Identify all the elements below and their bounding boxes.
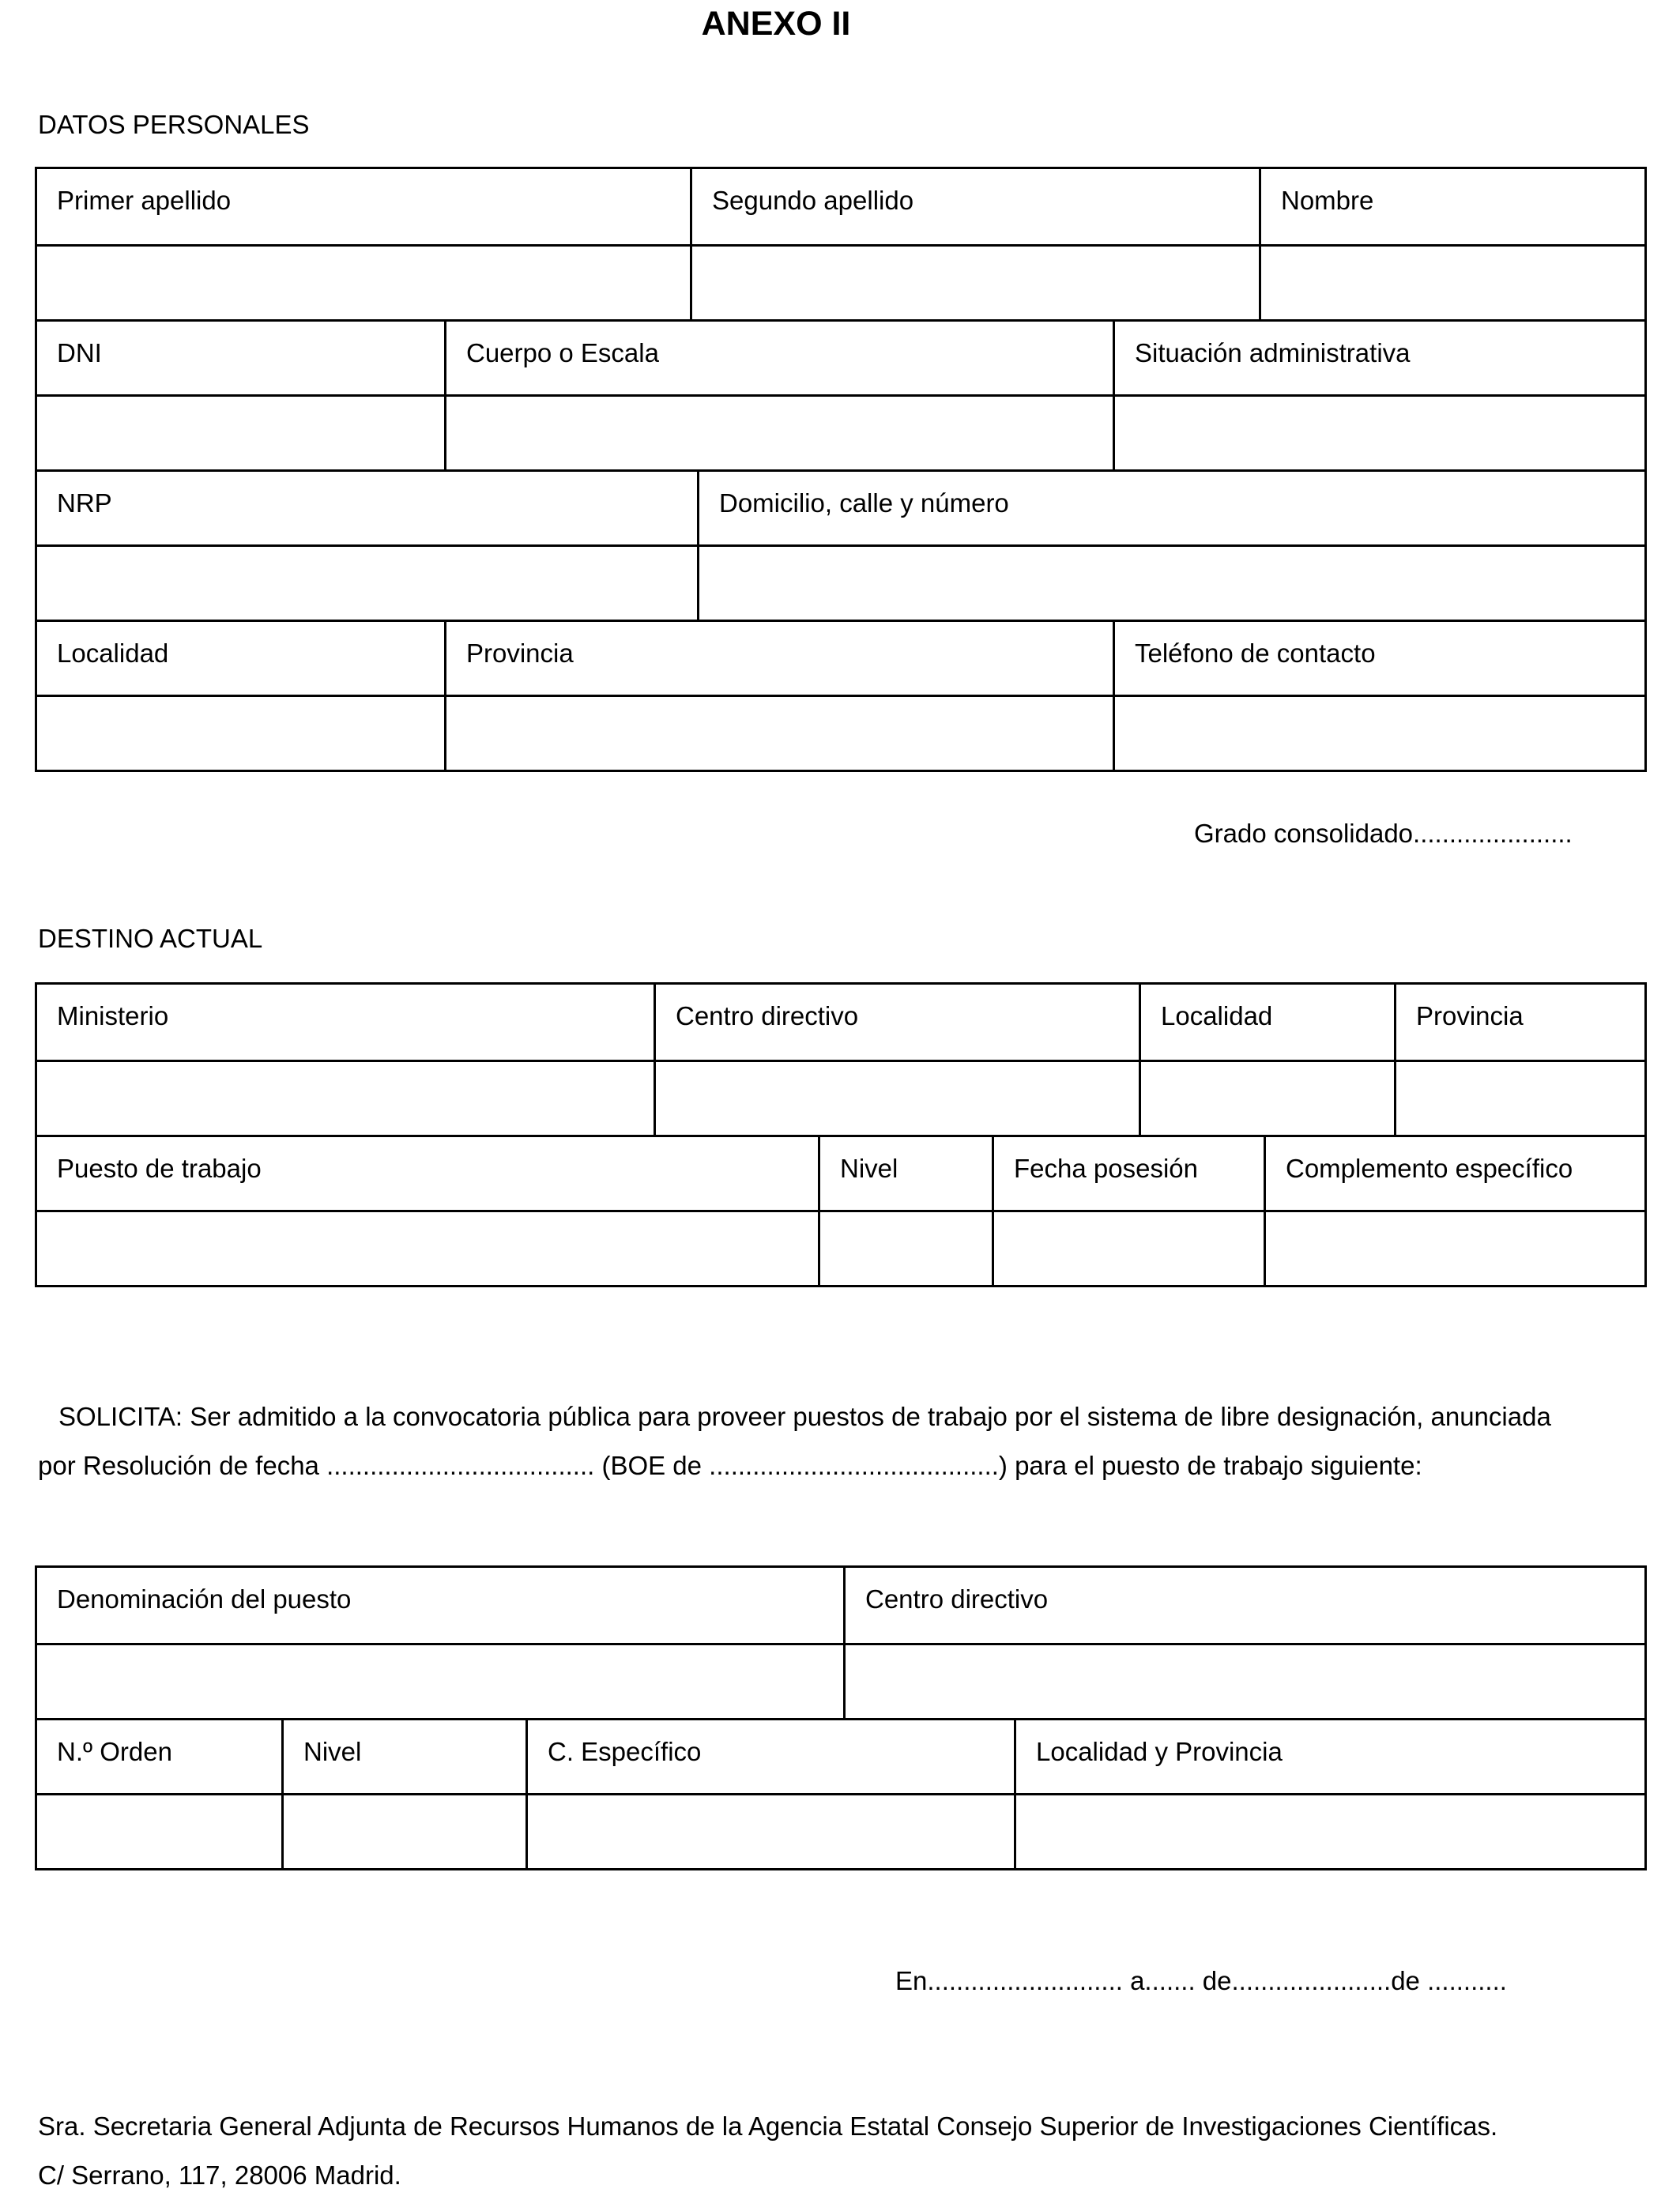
table-row-label — [37, 985, 1644, 1060]
label-nombre: Nombre — [1259, 169, 1644, 244]
field-centro-directivo[interactable] — [843, 1645, 1644, 1718]
field-situacion-administrativa[interactable] — [1113, 397, 1644, 469]
label-localidad: Localidad — [57, 639, 169, 668]
field-puesto-trabajo[interactable] — [37, 1212, 818, 1285]
section-heading-datos-personales: DATOS PERSONALES — [38, 110, 310, 139]
table-row-input — [37, 394, 1644, 469]
label-c-especifico: C. Específico — [525, 1720, 1014, 1793]
solicita-line-1: SOLICITA: Ser admitido a la convocatoria pública para proveer puestos de trabajo por el sistema de libre designación, anunciada — [58, 1402, 1551, 1431]
field-primer-apellido[interactable] — [37, 247, 690, 319]
label-centro-directivo: Centro directivo — [843, 1568, 1644, 1643]
destinatario-line-1: Sra. Secretaria General Adjunta de Recursos Humanos de la Agencia Estatal Consejo Superior de Investigaciones Científicas. — [38, 2111, 1498, 2141]
label-segundo-apellido: Segundo apellido — [690, 169, 1259, 244]
field-denominacion-puesto[interactable] — [37, 1645, 843, 1718]
field-nivel[interactable] — [818, 1212, 992, 1285]
field-localidad-provincia[interactable] — [1014, 1795, 1644, 1868]
table-row-input — [37, 1643, 1644, 1718]
solicita-line-2: por Resolución de fecha ..................................... (BOE de ........................................) para el puesto de trabajo siguiente: — [38, 1451, 1422, 1480]
label-localidad: Localidad — [1139, 985, 1394, 1060]
field-nrp[interactable] — [37, 547, 697, 620]
table-row-input — [37, 695, 1644, 770]
table-row-label — [37, 1568, 1644, 1643]
destinatario-line-2: C/ Serrano, 117, 28006 Madrid. — [38, 2160, 401, 2190]
label-nivel: Nivel — [281, 1720, 525, 1793]
grado-consolidado: Grado consolidado...................... — [1194, 819, 1573, 848]
puesto-solicitado-table — [35, 1565, 1647, 1870]
label-nivel: Nivel — [818, 1137, 992, 1210]
label-provincia: Provincia — [1394, 985, 1644, 1060]
table-row-label — [37, 1135, 1644, 1210]
label-centro-directivo: Centro directivo — [654, 985, 1139, 1060]
field-cuerpo-escala[interactable] — [444, 397, 1113, 469]
field-numero-orden[interactable] — [37, 1795, 281, 1868]
label-dni: DNI — [57, 338, 102, 367]
table-row-label — [37, 169, 1644, 244]
solicita-paragraph — [38, 1392, 1650, 1490]
field-ministerio[interactable] — [37, 1062, 654, 1135]
document-title: ANEXO II — [701, 5, 851, 43]
label-fecha-posesion: Fecha posesión — [992, 1137, 1264, 1210]
table-row-label — [37, 469, 1644, 544]
table-row-input — [37, 244, 1644, 319]
field-centro-directivo[interactable] — [654, 1062, 1139, 1135]
field-complemento-especifico[interactable] — [1264, 1212, 1644, 1285]
label-cuerpo-escala: Cuerpo o Escala — [444, 322, 1113, 394]
lugar-fecha: En........................... a....... de......................de ........... — [895, 1966, 1507, 1995]
table-row-input — [37, 544, 1644, 620]
table-row-input — [37, 1060, 1644, 1135]
field-segundo-apellido[interactable] — [690, 247, 1259, 319]
table-row-label — [37, 620, 1644, 695]
label-denominacion-puesto: Denominación del puesto — [57, 1584, 352, 1614]
field-localidad[interactable] — [37, 697, 444, 770]
section-heading-destino-actual: DESTINO ACTUAL — [38, 924, 263, 953]
label-numero-orden: N.º Orden — [57, 1737, 172, 1766]
table-row-label — [37, 319, 1644, 394]
label-provincia: Provincia — [444, 622, 1113, 695]
field-fecha-posesion[interactable] — [992, 1212, 1264, 1285]
field-nombre[interactable] — [1259, 247, 1644, 319]
label-domicilio: Domicilio, calle y número — [697, 472, 1644, 544]
label-telefono-contacto: Teléfono de contacto — [1113, 622, 1644, 695]
field-telefono-contacto[interactable] — [1113, 697, 1644, 770]
label-primer-apellido: Primer apellido — [57, 186, 232, 215]
label-localidad-provincia: Localidad y Provincia — [1014, 1720, 1644, 1793]
table-row-label — [37, 1718, 1644, 1793]
field-dni[interactable] — [37, 397, 444, 469]
field-nivel[interactable] — [281, 1795, 525, 1868]
field-c-especifico[interactable] — [525, 1795, 1014, 1868]
label-situacion-administrativa: Situación administrativa — [1113, 322, 1644, 394]
field-localidad[interactable] — [1139, 1062, 1394, 1135]
destino-actual-table — [35, 982, 1647, 1287]
label-puesto-trabajo: Puesto de trabajo — [57, 1154, 262, 1183]
datos-personales-table — [35, 167, 1647, 772]
table-row-input — [37, 1210, 1644, 1285]
destinatario — [38, 2102, 1497, 2200]
field-provincia[interactable] — [444, 697, 1113, 770]
label-nrp: NRP — [57, 488, 112, 518]
field-provincia[interactable] — [1394, 1062, 1644, 1135]
label-ministerio: Ministerio — [57, 1001, 169, 1030]
field-domicilio[interactable] — [697, 547, 1644, 620]
table-row-input — [37, 1793, 1644, 1868]
label-complemento-especifico: Complemento específico — [1264, 1137, 1644, 1210]
